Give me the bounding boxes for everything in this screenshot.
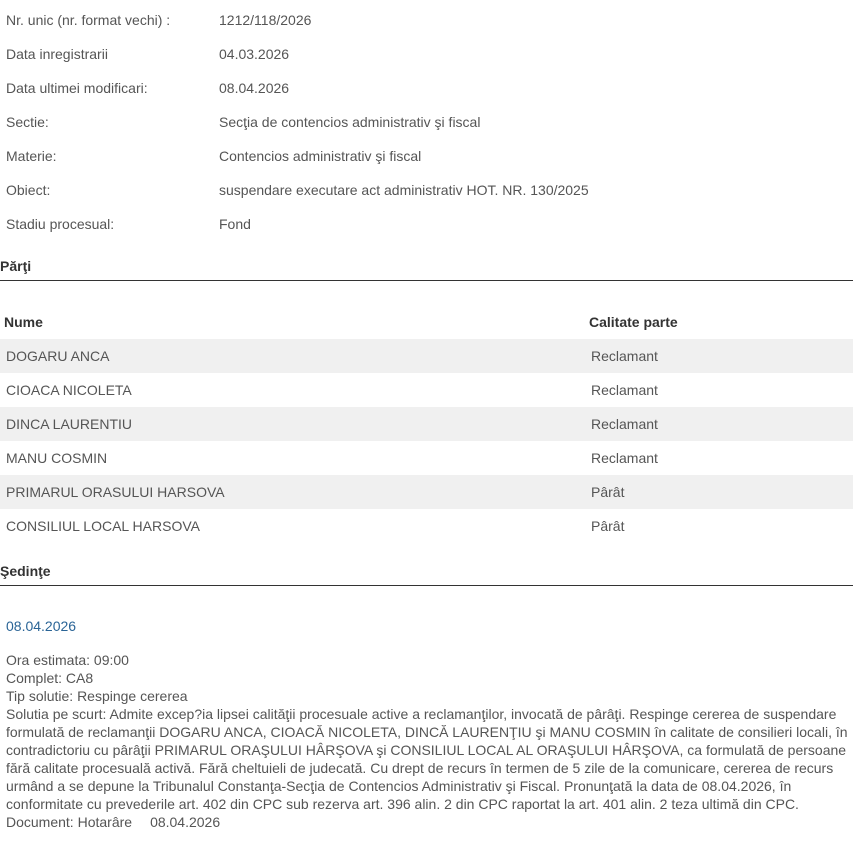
info-value: 08.04.2026	[219, 80, 290, 96]
party-name: CONSILIUL LOCAL HARSOVA	[6, 518, 200, 534]
info-label: Data ultimei modificari:	[6, 80, 148, 96]
table-row	[0, 407, 853, 441]
info-label: Materie:	[6, 148, 57, 164]
parti-table-header	[0, 305, 853, 339]
session-time: Ora estimata: 09:00	[6, 652, 129, 668]
info-row-materie	[6, 146, 846, 180]
info-value: Secţia de contencios administrativ şi fiscal	[219, 114, 481, 130]
session-block	[6, 617, 849, 831]
document-label: Document: Hotarâre	[6, 814, 133, 830]
column-header-name: Nume	[4, 314, 43, 330]
info-value: 1212/118/2026	[219, 12, 312, 28]
column-header-role: Calitate parte	[589, 314, 678, 330]
case-info	[6, 10, 846, 248]
party-name: DOGARU ANCA	[0, 339, 585, 373]
party-name: PRIMARUL ORASULUI HARSOVA	[0, 475, 585, 509]
party-role: Reclamant	[591, 382, 658, 398]
session-document	[6, 813, 849, 831]
session-solution-type: Tip solutie: Respinge cererea	[6, 688, 188, 704]
party-role: Reclamant	[585, 407, 853, 441]
info-label: Sectie:	[6, 114, 49, 130]
table-row	[0, 441, 853, 475]
info-label: Nr. unic (nr. format vechi) :	[6, 12, 171, 28]
info-label: Data inregistrarii	[6, 46, 108, 62]
session-date-link[interactable]: 08.04.2026	[6, 618, 77, 634]
info-value: Contencios administrativ şi fiscal	[219, 148, 422, 164]
session-solution-summary: Solutia pe scurt: Admite excep?ia lipsei calităţii procesuale active a reclamanţilor, invocată de pârâţi. Respinge cererea de suspendare formulată de reclamanţii DOGARU ANCA, CIOACĂ NICOLETA, DINCĂ LAURENŢIU şi MANU COSMIN în calitate de consilieri locali, în contradictoriu cu pârâţii PRIMARUL ORAŞULUI HÂRŞOVA şi CONSILIUL LOCAL AL ORAŞULUI HÂRŞOVA, ca formulată de persoane fără calitate procesuală activă. Fără cheltuieli de judecată. Cu drept de recurs în termen de 5 zile de la comunicare, cererea de recurs urmând a se depune la Tribunalul Constanţa-Secţia de Contencios Administrativ şi Fiscal. Pronunţată la data de 08.04.2026, în conformitate cu prevederile art. 402 din CPC sub rezerva art. 396 alin. 2 din CPC raportat la art. 401 alin. 2 teza ultimă din CPC.	[6, 706, 848, 812]
info-value: Fond	[219, 216, 251, 232]
party-name: MANU COSMIN	[6, 450, 108, 466]
document-date: 08.04.2026	[150, 814, 221, 830]
info-row-data-inregistrarii	[6, 44, 846, 78]
table-row	[0, 509, 853, 543]
info-row-data-ultimei-modificari	[6, 78, 846, 112]
sedinte-section-title: Şedinţe	[0, 563, 853, 586]
session-panel: Complet: CA8	[6, 670, 94, 686]
party-role: Reclamant	[585, 339, 853, 373]
info-row-sectie	[6, 112, 846, 146]
party-role: Pârât	[585, 475, 853, 509]
info-value: 04.03.2026	[219, 46, 290, 62]
party-role: Pârât	[591, 518, 625, 534]
info-row-nr-unic	[6, 10, 846, 44]
info-row-obiect	[6, 180, 846, 214]
info-label: Stadiu procesual:	[6, 216, 115, 232]
info-value: suspendare executare act administrativ HOT. NR. 130/2025	[219, 182, 589, 198]
table-row	[0, 339, 853, 373]
session-details	[6, 651, 849, 831]
party-name: CIOACA NICOLETA	[6, 382, 132, 398]
info-label: Obiect:	[6, 182, 51, 198]
party-name: DINCA LAURENTIU	[0, 407, 585, 441]
parti-section-title: Părţi	[0, 258, 853, 281]
table-row	[0, 475, 853, 509]
table-row	[0, 373, 853, 407]
info-row-stadiu-procesual	[6, 214, 846, 248]
parti-table	[0, 305, 853, 543]
party-role: Reclamant	[591, 450, 658, 466]
